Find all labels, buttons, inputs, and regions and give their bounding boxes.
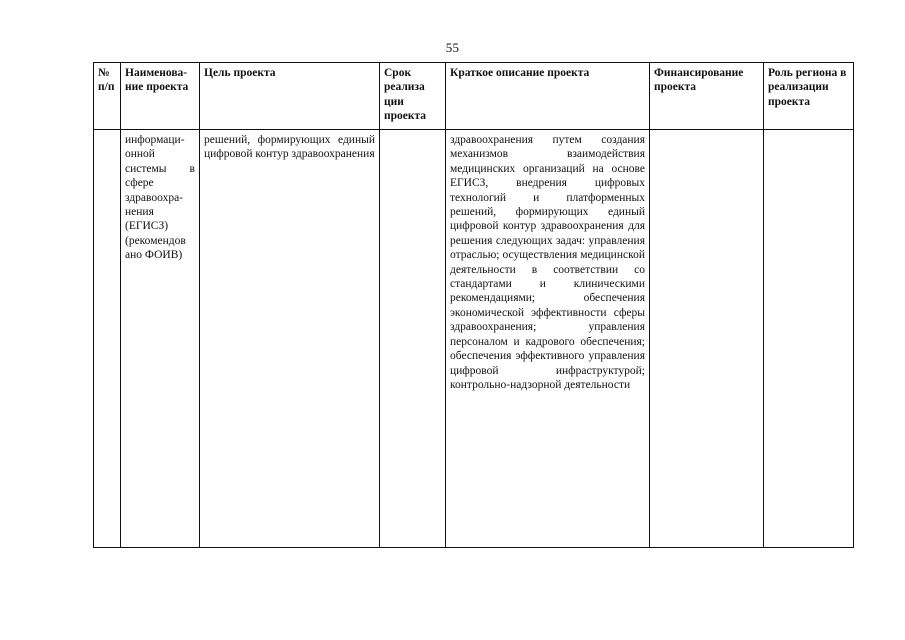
- header-number: № п/п: [94, 63, 121, 130]
- cell-project-term: [380, 130, 446, 548]
- header-project-goal: Цель проекта: [200, 63, 380, 130]
- project-table: [93, 62, 854, 548]
- cell-project-financing: [650, 130, 764, 548]
- cell-project-goal: решений, формирующих единый цифровой контур здравоохранения: [200, 130, 380, 548]
- table-row: [94, 130, 854, 548]
- header-region-role: Роль региона в реализации проекта: [764, 63, 854, 130]
- header-project-financing: Финансирование проекта: [650, 63, 764, 130]
- header-project-name: Наименова-ние проекта: [121, 63, 200, 130]
- cell-project-name: информаци-онной системы в сфере здравоохра-нения (ЕГИСЗ) (рекомендов ано ФОИВ): [121, 130, 200, 548]
- cell-project-description: здравоохранения путем создания механизмов взаимодействия медицинских организаций на основе ЕГИСЗ, внедрения цифровых технологий и платформенных решений, формирующих единый цифровой контур здравоохранения для решения следующих задач: управления отраслью; осуществления медицинской деятельности в соответствии со стандартами и клиническими рекомендациями; обеспечения экономической эффективности сферы здравоохранения; управления персоналом и кадрового обеспечения; обеспечения эффективного управления цифровой инфраструктурой; контрольно-надзорной деятельности: [446, 130, 650, 548]
- table-header-row: [94, 63, 854, 130]
- header-project-term: Срок реализа ции проекта: [380, 63, 446, 130]
- page-number: 55: [445, 40, 460, 55]
- header-project-description: Краткое описание проекта: [446, 63, 650, 130]
- cell-number: [94, 130, 121, 548]
- cell-region-role: [764, 130, 854, 548]
